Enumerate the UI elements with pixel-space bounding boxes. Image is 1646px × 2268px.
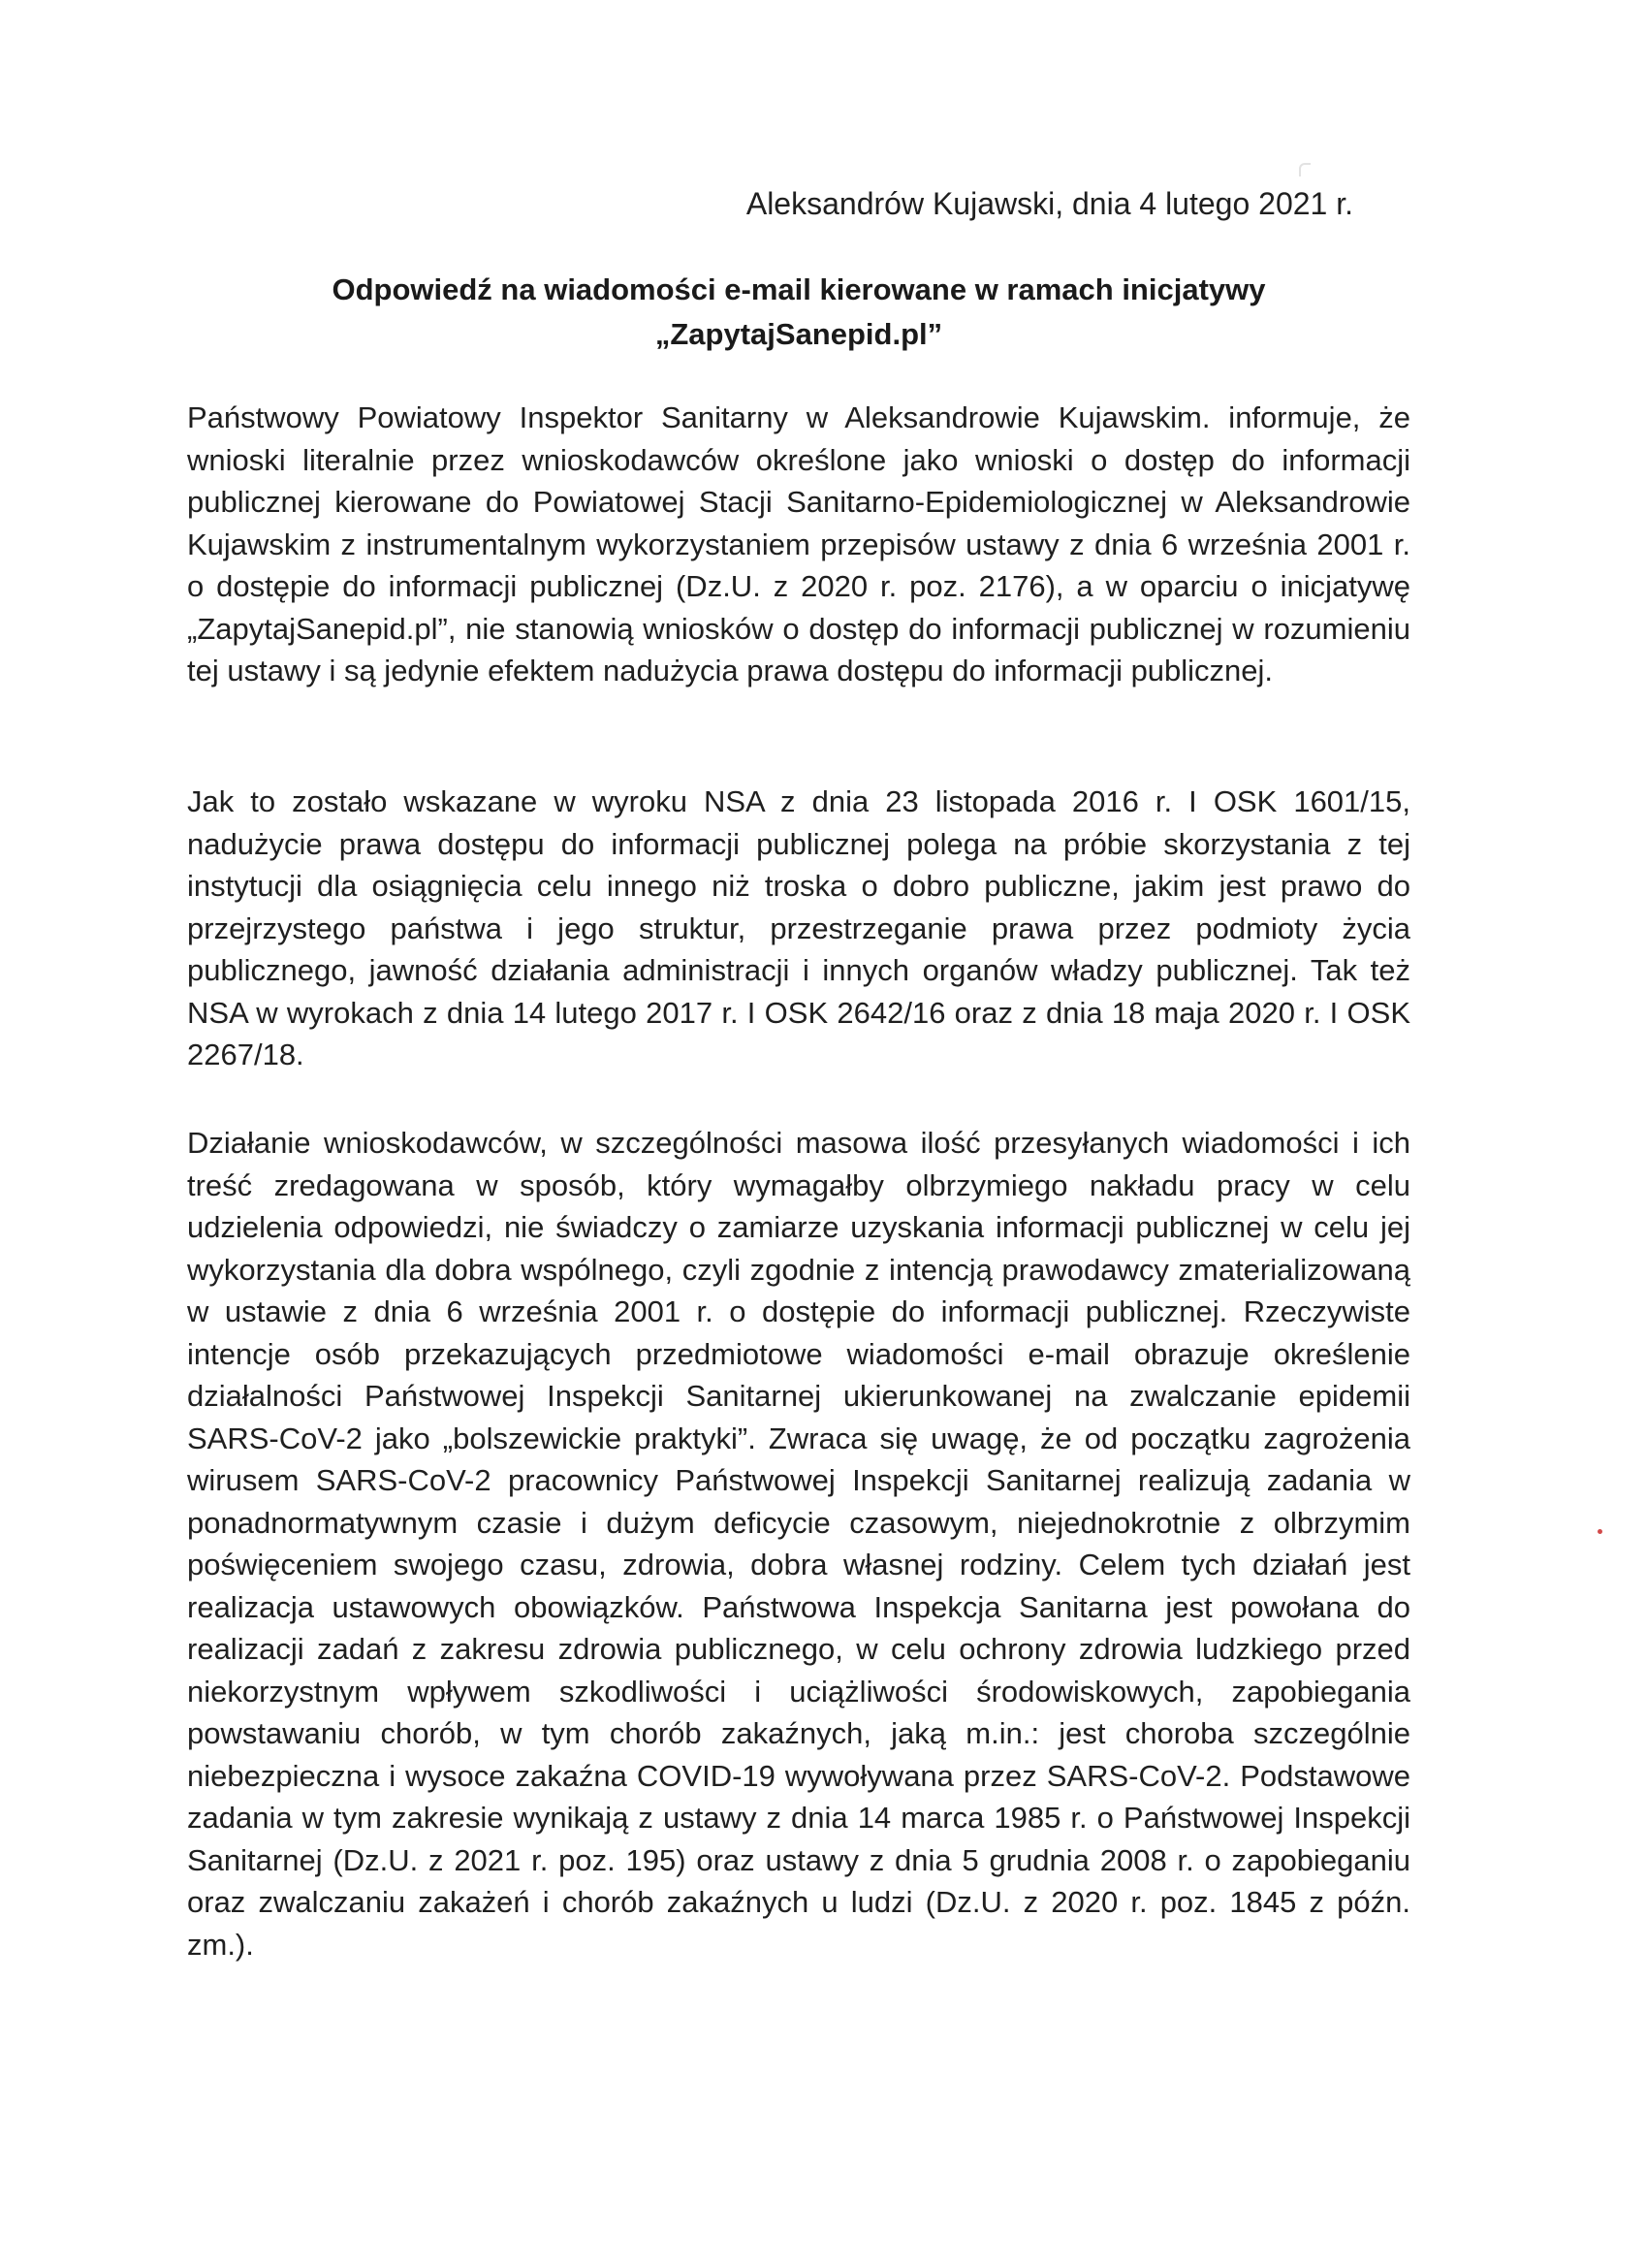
scan-speck — [1598, 1529, 1602, 1534]
date-line: Aleksandrów Kujawski, dnia 4 lutego 2021 r. — [745, 186, 1353, 221]
paragraph-2: Jak to zostało wskazane w wyroku NSA z dnia 23 listopada 2016 r. I OSK 1601/15, nadużycie prawa dostępu do informacji publicznej polega na próbie skorzystania z tej instytucji dla osiągnięcia celu innego niż troska o dobro publiczne, jakim jest prawo do przejrzystego państwa i jego struktur, przestrzeganie prawa przez podmioty życia publicznego, jawność działania administracji i innych organów władzy publicznej. Tak też NSA w wyrokach z dnia 14 lutego 2017 r. I OSK 2642/16 oraz z dnia 18 maja 2020 r. I OSK 2267/18. — [187, 784, 1410, 1071]
title-line-2: „ZapytajSanepid.pl” — [654, 317, 943, 351]
paragraph-3: Działanie wnioskodawców, w szczególności masowa ilość przesyłanych wiadomości i ich treść zredagowana w sposób, który wymagałby olbrzymiego nakładu pracy w celu udzielenia odpowiedzi, nie świadczy o zamiarze uzyskania informacji publicznej w celu jej wykorzystania dla dobra wspólnego, czyli zgodnie z intencją prawodawcy zmaterializowaną w ustawie z dnia 6 września 2001 r. o dostępie do informacji publicznej. Rzeczywiste intencje osób przekazujących przedmiotowe wiadomości e-mail obrazuje określenie działalności Państwowej Inspekcji Sanitarnej ukierunkowanej na zwalczanie epidemii SARS-CoV-2 jako „bolszewickie praktyki”. Zwraca się uwagę, że od początku zagrożenia wirusem SARS-CoV-2 pracownicy Państwowej Inspekcji Sanitarnej realizują zadania w ponadnormatywnym czasie i dużym deficycie czasowym, niejednokrotnie z olbrzymim poświęceniem swojego czasu, zdrowia, dobra własnej rodziny. Celem tych działań jest realizacja ustawowych obowiązków. Państwowa Inspekcja Sanitarna jest powołana do realizacji zadań z zakresu zdrowia publicznego, w celu ochrony zdrowia ludzkiego przed niekorzystnym wpływem szkodliwości i uciążliwości środowiskowych, zapobiegania powstawaniu chorób, w tym chorób zakaźnych, jaką m.in.: jest choroba szczególnie niebezpieczna i wysoce zakaźna COVID-19 wywoływana przez SARS-CoV-2. Podstawowe zadania w tym zakresie wynikają z ustawy z dnia 14 marca 1985 r. o Państwowej Inspekcji Sanitarnej (Dz.U. z 2021 r. poz. 195) oraz ustawy z dnia 5 grudnia 2008 r. o zapobieganiu oraz zwalczaniu zakażeń i chorób zakaźnych u ludzi (Dz.U. z 2020 r. poz. 1845 z późn. zm.). — [187, 1126, 1410, 1962]
paragraph-1: Państwowy Powiatowy Inspektor Sanitarny w Aleksandrowie Kujawskim. informuje, że wnioski literalnie przez wnioskodawców określone jako wnioski o dostęp do informacji publicznej kierowane do Powiatowej Stacji Sanitarno-Epidemiologicznej w Aleksandrowie Kujawskim z instrumentalnym wykorzystaniem przepisów ustawy z dnia 6 września 2001 r. o dostępie do informacji publicznej (Dz.U. z 2020 r. poz. 2176), a w oparciu o inicjatywę „ZapytajSanepid.pl”, nie stanowią wniosków o dostęp do informacji publicznej w rozumieniu tej ustawy i są jedynie efektem nadużycia prawa dostępu do informacji publicznej. — [187, 400, 1410, 687]
title-line-1: Odpowiedź na wiadomości e-mail kierowane w ramach inicjatywy — [332, 272, 1266, 306]
scan-mark — [1299, 163, 1311, 176]
document-title — [187, 268, 1410, 357]
